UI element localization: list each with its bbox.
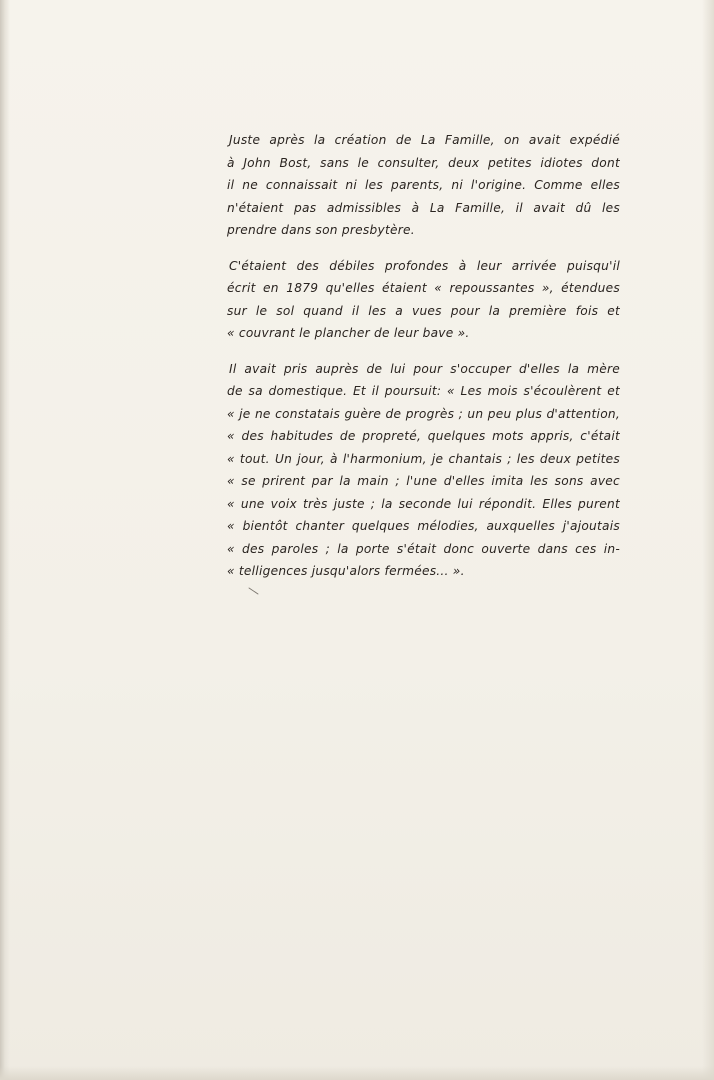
text-line: prendre dans son presbytère.: [227, 223, 415, 237]
text-line: sur le sol quand il les a vues pour la première fois et: [227, 303, 620, 318]
text-line: « couvrant le plancher de leur bave ».: [227, 326, 470, 340]
stray-pen-mark: [248, 587, 260, 595]
text-line: Il avait pris auprès de lui pour s'occuper d'elles la mère: [229, 361, 620, 376]
page-left-edge: [0, 0, 10, 1080]
text-line: « tout. Un jour, à l'harmonium, je chantais ; les deux petites: [227, 451, 620, 466]
page-bottom-edge: [0, 1066, 714, 1080]
text-line: « telligences jusqu'alors fermées... ».: [227, 564, 465, 578]
text-line: Juste après la création de La Famille, on avait expédié: [229, 133, 620, 147]
text-line: « bientôt chanter quelques mélodies, auxquelles j'ajoutais: [227, 519, 620, 533]
body-text: [227, 129, 620, 596]
text-line: « des habitudes de propreté, quelques mots appris, c'était: [227, 429, 620, 443]
text-line: il ne connaissait ni les parents, ni l'origine. Comme elles: [227, 178, 620, 192]
text-line: C'étaient des débiles profondes à leur arrivée puisqu'il: [229, 258, 620, 273]
paragraph-2: [227, 255, 620, 345]
text-line: à John Bost, sans le consulter, deux petites idiotes dont: [227, 155, 620, 170]
page-right-edge: [702, 0, 714, 1080]
paragraph-1: [227, 129, 620, 242]
text-line: de sa domestique. Et il poursuit: « Les mois s'écoulèrent et: [227, 384, 620, 398]
text-line: « se prirent par la main ; l'une d'elles imita les sons avec: [227, 474, 620, 488]
text-line: écrit en 1879 qu'elles étaient « repoussantes », étendues: [227, 281, 620, 295]
paragraph-3: [227, 358, 620, 583]
text-line: n'étaient pas admissibles à La Famille, il avait dû les: [227, 200, 620, 215]
text-line: « je ne constatais guère de progrès ; un peu plus d'attention,: [227, 406, 620, 421]
text-line: « des paroles ; la porte s'était donc ouverte dans ces in-: [227, 541, 620, 556]
text-line: « une voix très juste ; la seconde lui répondit. Elles purent: [227, 496, 620, 511]
